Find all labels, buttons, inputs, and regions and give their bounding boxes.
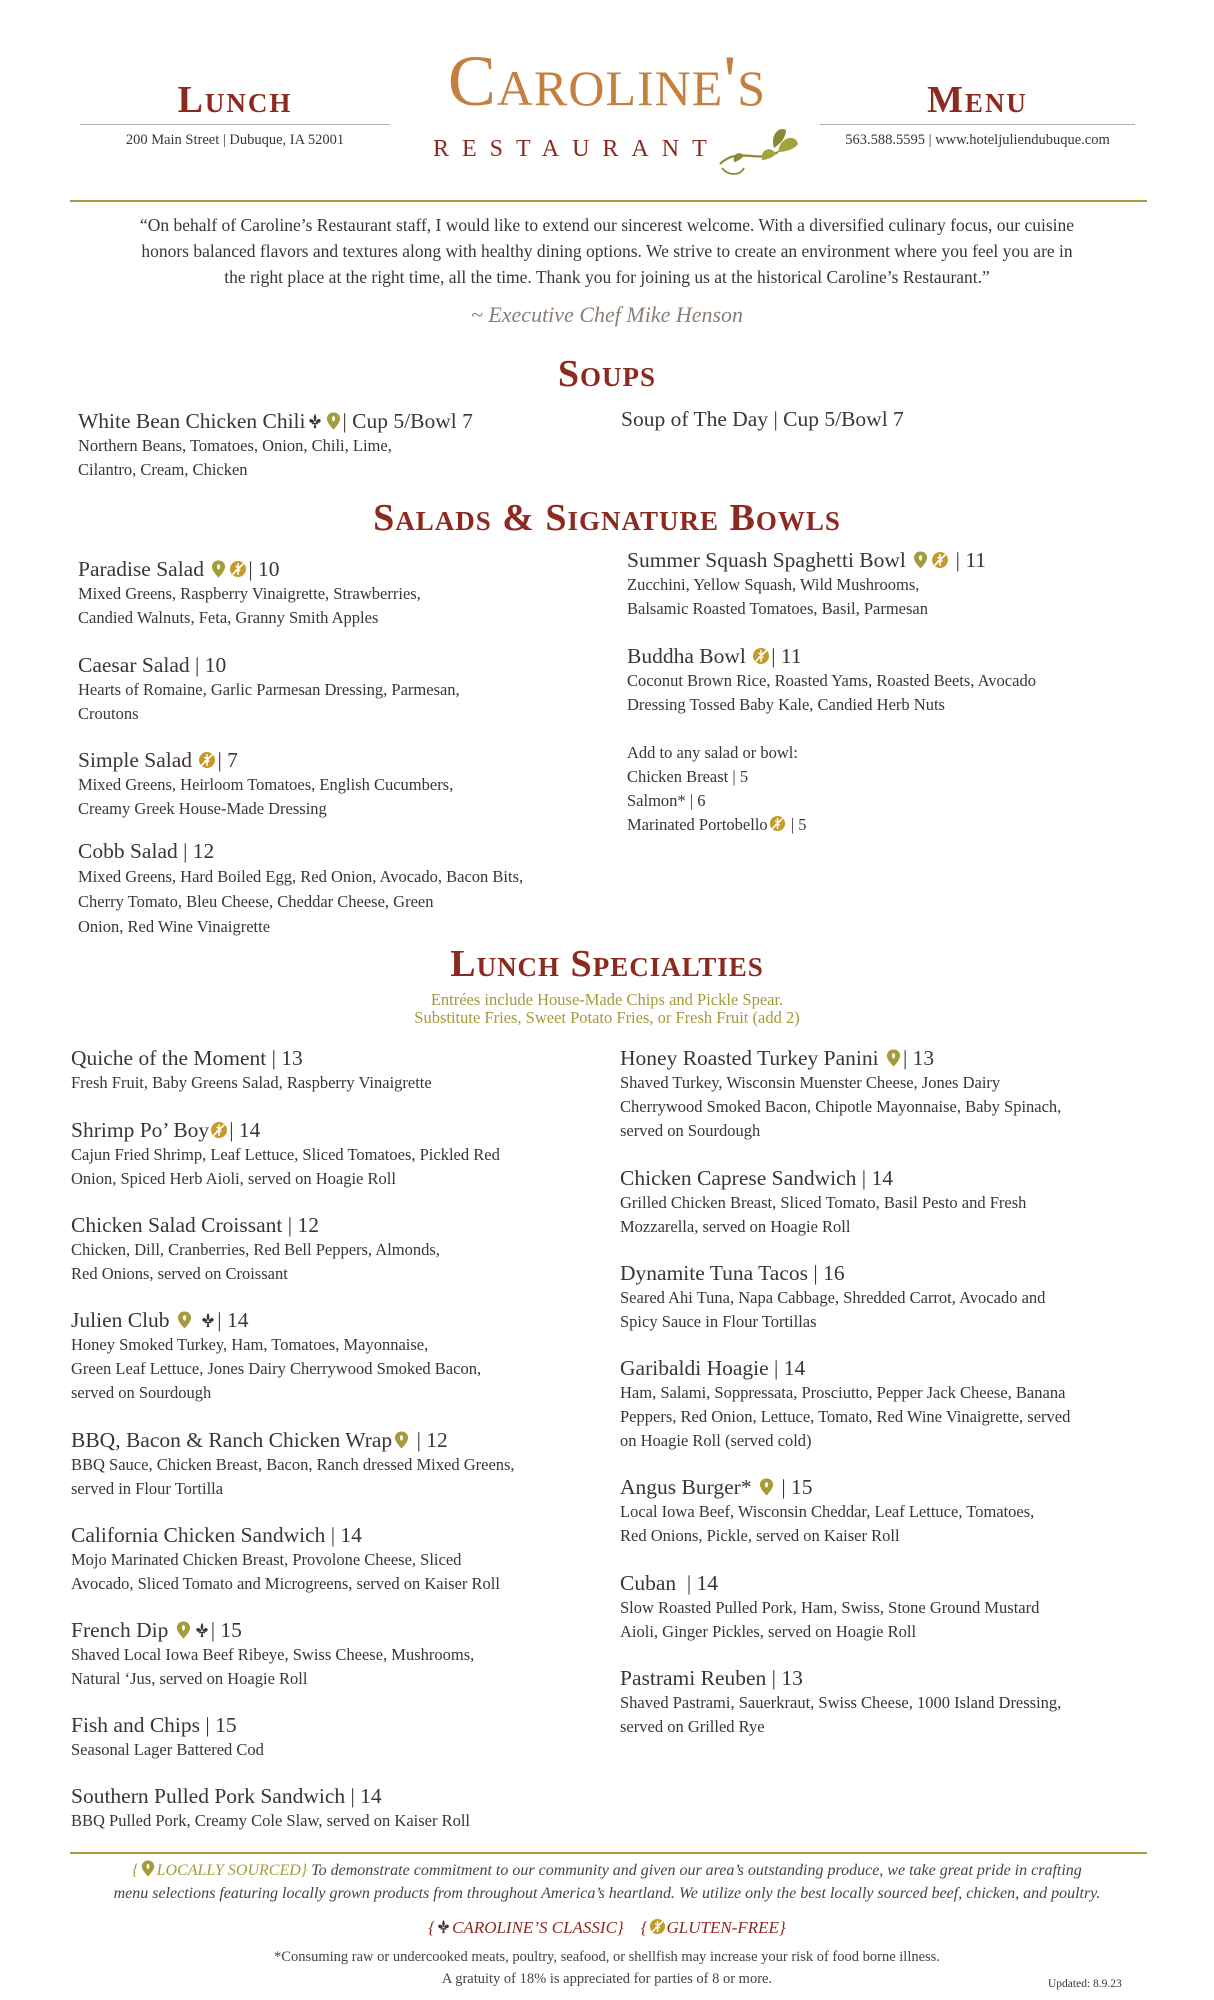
item-description: Spicy Sauce in Flour Tortillas — [620, 1312, 817, 1331]
gluten-free-wheat-icon — [198, 750, 216, 770]
brace: { — [640, 1918, 648, 1937]
menu-item — [620, 1665, 1165, 1739]
quote-line: honors balanced flavors and textures along with healthy dining options. We strive to create an environment where you feel you are in — [141, 241, 1073, 261]
item-description: Chicken, Dill, Cranberries, Red Bell Peppers, Almonds, — [71, 1240, 440, 1259]
item-price: | 15 — [210, 1618, 242, 1642]
header-rule-right — [820, 124, 1135, 125]
item-name: French Dip — [71, 1618, 169, 1642]
menu-item — [78, 556, 618, 630]
header-rule-left — [80, 124, 390, 125]
item-description: Red Onions, served on Croissant — [71, 1264, 288, 1283]
item-description: served on Sourdough — [71, 1383, 212, 1402]
item-price: | 13 — [902, 1046, 935, 1070]
item-name: Garibaldi Hoagie | 14 — [620, 1356, 806, 1380]
header-divider — [70, 200, 1147, 202]
item-description: Avocado, Sliced Tomato and Microgreens, served on Kaiser Roll — [71, 1574, 500, 1593]
fleur-de-lis-icon — [436, 1917, 451, 1936]
item-description: Peppers, Red Onion, Lettuce, Tomato, Red Wine Vinaigrette, served — [620, 1407, 1071, 1426]
menu-item — [78, 747, 618, 821]
gluten-free-wheat-icon — [229, 559, 247, 579]
fleur-de-lis-icon — [200, 1310, 216, 1330]
item-description: Mojo Marinated Chicken Breast, Provolone Cheese, Sliced — [71, 1550, 462, 1569]
item-name: Cuban | 14 — [620, 1571, 719, 1595]
lunch-heading: Lunch — [177, 79, 293, 121]
consumer-advisory — [157, 1946, 1057, 1990]
item-description: Local Iowa Beef, Wisconsin Cheddar, Leaf Lettuce, Tomatoes, — [620, 1502, 1035, 1521]
quote-line: the right place at the right time, all the time. Thank you for joining us at the historical Caroline’s Restaurant.” — [224, 267, 990, 287]
map-pin-leaf-icon — [175, 1620, 192, 1640]
item-description: BBQ Sauce, Chicken Breast, Bacon, Ranch dressed Mixed Greens, — [71, 1455, 515, 1474]
item-description: Mozzarella, served on Hoagie Roll — [620, 1217, 851, 1236]
menu-item — [71, 1617, 611, 1691]
menu-item — [71, 1427, 631, 1501]
gratuity-note: A gratuity of 18% is appreciated for parties of 8 or more. — [441, 1971, 773, 1987]
raw-food-warning: *Consuming raw or undercooked meats, poultry, seafood, or shellfish may increase your risk of food borne illness. — [274, 1949, 940, 1965]
item-name: Quiche of the Moment | 13 — [71, 1046, 303, 1070]
item-description: Onion, Spiced Herb Aioli, served on Hoagie Roll — [71, 1169, 396, 1188]
restaurant-logo-subtitle: RESTAURANT — [433, 136, 720, 162]
salads-title: Salads & Signature Bowls — [373, 497, 841, 539]
fleur-de-lis-icon — [307, 411, 323, 431]
item-description: served on Sourdough — [620, 1121, 761, 1140]
menu-item — [620, 1165, 1160, 1239]
gluten-free-wheat-icon — [931, 550, 949, 570]
contact-text: 563.588.5595 | www.hoteljuliendubuque.com — [845, 132, 1110, 148]
item-description: Onion, Red Wine Vinaigrette — [78, 917, 271, 936]
menu-item — [620, 1045, 1160, 1143]
item-name: Chicken Caprese Sandwich | 14 — [620, 1166, 893, 1190]
item-description: Mixed Greens, Hard Boiled Egg, Red Onion, Avocado, Bacon Bits, — [78, 867, 524, 886]
menu-item — [621, 406, 1141, 432]
map-pin-leaf-icon — [885, 1048, 902, 1068]
menu-item — [620, 1474, 1160, 1548]
addon-price: | 5 — [790, 815, 807, 834]
addon-item: Chicken Breast | 5 — [627, 767, 749, 786]
address-text: 200 Main Street | Dubuque, IA 52001 — [125, 132, 345, 148]
menu-item — [71, 1117, 611, 1191]
map-pin-leaf-icon — [210, 559, 227, 579]
item-name: Buddha Bowl — [627, 644, 746, 668]
chef-signature: ~ Executive Chef Mike Henson — [470, 302, 744, 327]
welcome-quote — [60, 212, 1154, 290]
item-description: Hearts of Romaine, Garlic Parmesan Dressing, Parmesan, — [78, 680, 460, 699]
menu-item — [71, 1307, 611, 1405]
menu-item — [627, 643, 1157, 717]
item-description: BBQ Pulled Pork, Creamy Cole Slaw, served on Kaiser Roll — [71, 1811, 471, 1830]
gluten-free-wheat-icon — [752, 646, 770, 666]
item-name: Soup of The Day | Cup 5/Bowl 7 — [621, 407, 904, 431]
entree-note-line: Substitute Fries, Sweet Potato Fries, or Fresh Fruit (add 2) — [414, 1008, 800, 1027]
map-pin-leaf-icon — [912, 550, 929, 570]
item-price: | Cup 5/Bowl 7 — [342, 409, 473, 433]
item-description: Shaved Pastrami, Sauerkraut, Swiss Cheese, 1000 Island Dressing, — [620, 1693, 1062, 1712]
item-description: served in Flour Tortilla — [71, 1479, 224, 1498]
item-name: Pastrami Reuben | 13 — [620, 1666, 803, 1690]
item-description: Green Leaf Lettuce, Jones Dairy Cherrywood Smoked Bacon, — [71, 1359, 482, 1378]
footer-divider — [70, 1852, 1147, 1854]
item-description: Cajun Fried Shrimp, Leaf Lettuce, Sliced Tomatoes, Pickled Red — [71, 1145, 500, 1164]
item-price: | 15 — [781, 1475, 813, 1499]
gluten-free-wheat-icon — [210, 1120, 228, 1140]
item-description: Red Onions, Pickle, served on Kaiser Roll — [620, 1526, 900, 1545]
item-price: | 10 — [248, 557, 280, 581]
item-description: Seared Ahi Tuna, Napa Cabbage, Shredded Carrot, Avocado and — [620, 1288, 1046, 1307]
menu-item — [71, 1212, 611, 1286]
gluten-free-wheat-icon — [649, 1917, 666, 1936]
menu-item — [620, 1260, 1160, 1334]
item-name: Simple Salad — [78, 748, 193, 772]
item-description: Zucchini, Yellow Squash, Wild Mushrooms, — [627, 575, 920, 594]
item-name: Fish and Chips | 15 — [71, 1713, 237, 1737]
lunch-specialties-title: Lunch Specialties — [450, 943, 764, 985]
item-name: Caesar Salad | 10 — [78, 653, 227, 677]
menu-item — [620, 1355, 1165, 1453]
menu-item — [71, 1045, 611, 1095]
quote-line: “On behalf of Caroline’s Restaurant staff, I would like to extend our sincerest welcome. With a diversified culinary focus, our cuisine — [139, 215, 1075, 235]
item-description: Fresh Fruit, Baby Greens Salad, Raspberry Vinaigrette — [71, 1073, 432, 1092]
item-price: | 7 — [217, 748, 238, 772]
item-description: on Hoagie Roll (served cold) — [620, 1431, 812, 1450]
item-name: Paradise Salad — [78, 557, 204, 581]
item-description: Croutons — [78, 704, 139, 723]
item-description: Northern Beans, Tomatoes, Onion, Chili, Lime, — [78, 436, 392, 455]
item-description: Grilled Chicken Breast, Sliced Tomato, Basil Pesto and Fresh — [620, 1193, 1027, 1212]
addon-item: Marinated Portobello — [627, 815, 768, 834]
item-description: Coconut Brown Rice, Roasted Yams, Roasted Beets, Avocado — [627, 671, 1036, 690]
item-description: Ham, Salami, Soppressata, Prosciutto, Pepper Jack Cheese, Banana — [620, 1383, 1066, 1402]
item-description: Dressing Tossed Baby Kale, Candied Herb Nuts — [627, 695, 945, 714]
item-description: Cilantro, Cream, Chicken — [78, 460, 248, 479]
leaf-swirl-icon — [718, 118, 804, 183]
soups-title: Soups — [557, 353, 657, 395]
item-description: Aioli, Ginger Pickles, served on Hoagie Roll — [620, 1622, 917, 1641]
addon-item: Salmon* | 6 — [627, 791, 706, 810]
item-description: Natural ‘Jus, served on Hoagie Roll — [71, 1669, 308, 1688]
map-pin-leaf-icon — [176, 1310, 193, 1330]
item-description: Candied Walnuts, Feta, Granny Smith Apples — [78, 608, 379, 627]
item-name: BBQ, Bacon & Ranch Chicken Wrap — [71, 1428, 393, 1452]
addons-heading: Add to any salad or bowl: — [627, 743, 798, 762]
item-name: Shrimp Po’ Boy — [71, 1118, 210, 1142]
item-description: Slow Roasted Pulled Pork, Ham, Swiss, Stone Ground Mustard — [620, 1598, 1040, 1617]
item-description: Shaved Local Iowa Beef Ribeye, Swiss Cheese, Mushrooms, — [71, 1645, 475, 1664]
item-price: | 11 — [771, 644, 802, 668]
locally-sourced-text: To demonstrate commitment to our community and given our area’s outstanding produce, we take great pride in crafting — [307, 1862, 1082, 1879]
item-price: | 14 — [217, 1308, 249, 1332]
menu-item — [71, 1783, 631, 1833]
entree-note-line: Entrées include House-Made Chips and Pickle Spear. — [430, 990, 784, 1009]
item-name: Honey Roasted Turkey Panini — [620, 1046, 879, 1070]
item-description: Mixed Greens, Raspberry Vinaigrette, Strawberries, — [78, 584, 421, 603]
item-description: Seasonal Lager Battered Cod — [71, 1740, 264, 1759]
brace: { — [428, 1918, 436, 1937]
item-price: | 12 — [416, 1428, 448, 1452]
brace: { — [132, 1862, 139, 1879]
item-name: California Chicken Sandwich | 14 — [71, 1523, 362, 1547]
gluten-free-wheat-icon — [769, 814, 786, 833]
salad-addons — [627, 741, 1157, 837]
locally-sourced-note — [58, 1859, 1156, 1905]
map-pin-leaf-icon — [140, 1859, 156, 1878]
item-price: | 11 — [955, 548, 987, 572]
map-pin-leaf-icon — [325, 411, 342, 431]
gluten-free-legend-label: GLUTEN-FREE} — [666, 1918, 786, 1937]
updated-date: Updated: 8.9.23 — [1048, 1978, 1122, 1990]
item-name: Cobb Salad | 12 — [78, 839, 215, 863]
menu-item — [78, 652, 618, 726]
item-description: Honey Smoked Turkey, Ham, Tomatoes, Mayonnaise, — [71, 1335, 429, 1354]
item-name: Dynamite Tuna Tacos | 16 — [620, 1261, 845, 1285]
fleur-de-lis-icon — [194, 1620, 210, 1640]
item-description: Shaved Turkey, Wisconsin Muenster Cheese, Jones Dairy — [620, 1073, 1001, 1092]
item-name: Angus Burger* — [620, 1475, 752, 1499]
item-description: Cherrywood Smoked Bacon, Chipotle Mayonnaise, Baby Spinach, — [620, 1097, 1062, 1116]
item-name: Chicken Salad Croissant | 12 — [71, 1213, 319, 1237]
classic-legend-label: CAROLINE’S CLASSIC} — [452, 1918, 624, 1937]
item-description: Mixed Greens, Heirloom Tomatoes, English Cucumbers, — [78, 775, 454, 794]
item-description: Creamy Greek House-Made Dressing — [78, 799, 327, 818]
menu-item — [620, 1570, 1160, 1644]
restaurant-logo-name: Caroline's — [447, 41, 767, 121]
menu-item — [78, 838, 618, 939]
map-pin-leaf-icon — [393, 1430, 410, 1450]
menu-item — [627, 547, 1157, 621]
item-name: Julien Club — [71, 1308, 170, 1332]
menu-item — [78, 408, 618, 482]
item-name: White Bean Chicken Chili — [78, 409, 306, 433]
item-description: Balsamic Roasted Tomatoes, Basil, Parmesan — [627, 599, 928, 618]
menu-heading: Menu — [927, 79, 1028, 121]
item-description: served on Grilled Rye — [620, 1717, 765, 1736]
locally-sourced-label: LOCALLY SOURCED} — [156, 1862, 308, 1879]
menu-item — [71, 1522, 631, 1596]
icon-legend — [307, 1917, 907, 1938]
item-name: Southern Pulled Pork Sandwich | 14 — [71, 1784, 382, 1808]
menu-item — [71, 1712, 611, 1762]
locally-sourced-text: menu selections featuring locally grown products from throughout America’s heartland. We utilize only the best locally sourced beef, chicken, and poultry. — [113, 1885, 1101, 1902]
entree-note — [257, 991, 957, 1027]
item-price: | 14 — [229, 1118, 261, 1142]
item-description: Cherry Tomato, Bleu Cheese, Cheddar Cheese, Green — [78, 892, 434, 911]
item-name: Summer Squash Spaghetti Bowl — [627, 548, 906, 572]
map-pin-leaf-icon — [758, 1477, 775, 1497]
